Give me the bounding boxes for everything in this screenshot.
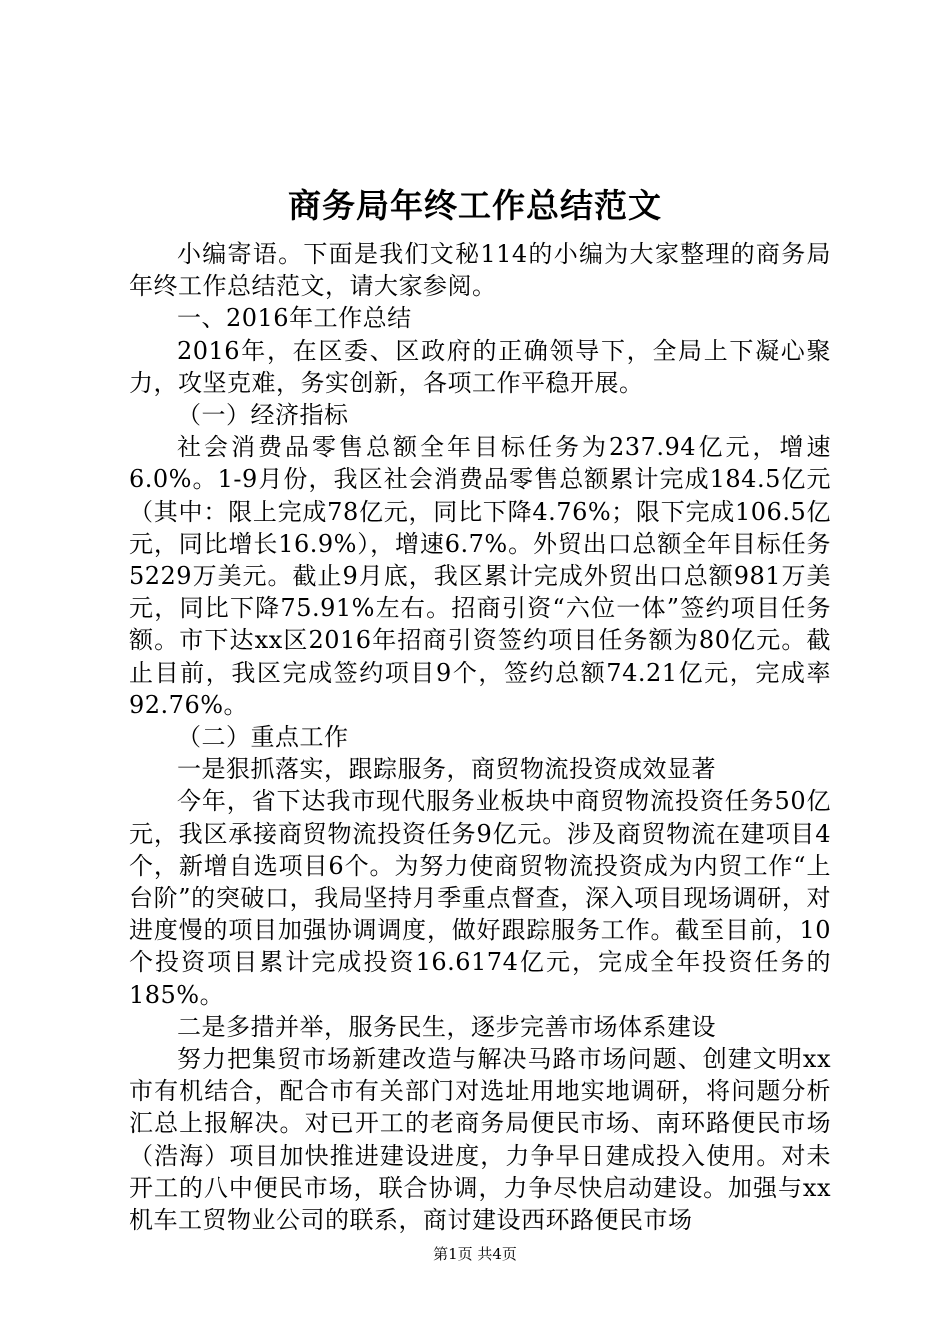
paragraph-key-work-2: 努力把集贸市场新建改造与解决马路市场问题、创建文明xx市有机结合，配合市有关部门对选址用地实地调研，将问题分析汇总上报解决。对已开工的老商务局便民市场、南环路便民市场（浩海）项目加快推进建设进度，力争早日建成投入使用。对未开工的八中便民市场，联合协调，力争尽快启动建设。加强与xx机车工贸物业公司的联系，商讨建设西环路便民市场: [129, 1045, 831, 1235]
document-body: [129, 238, 831, 1236]
heading-economic-indicators: （一）经济指标: [177, 401, 349, 430]
paragraph-economic-indicators: 社会消费品零售总额全年目标任务为237.94亿元，增速6.0%。1-9月份，我区社会消费品零售总额累计完成184.5亿元（其中：限上完成78亿元，同比下降4.76%；限下完成106.5亿元，同比增长16.9%），增速6.7%。外贸出口总额全年目标任务5229万美元。截止9月底，我区累计完成外贸出口总额981万美元，同比下降75.91%左右。招商引资“六位一体”签约项目任务额。市下达xx区2016年招商引资签约项目任务额为80亿元。截止目前，我区完成签约项目9个，签约总额74.21亿元，完成率92.76%。: [129, 433, 831, 719]
heading-key-work: （二）重点工作: [177, 723, 349, 752]
heading-section-1: 一、2016年工作总结: [177, 304, 412, 333]
heading-key-work-2: 二是多措并举，服务民生，逐步完善市场体系建设: [177, 1012, 716, 1041]
paragraph-overview: 2016年，在区委、区政府的正确领导下，全局上下凝心聚力，攻坚克难，务实创新，各项工作平稳开展。: [129, 336, 831, 397]
page-footer: 第1页 共4页: [433, 1245, 517, 1263]
heading-key-work-1: 一是狠抓落实，跟踪服务，商贸物流投资成效显著: [177, 755, 716, 784]
document-title: 商务局年终工作总结范文: [288, 186, 662, 225]
paragraph-key-work-1: 今年，省下达我市现代服务业板块中商贸物流投资任务50亿元，我区承接商贸物流投资任务9亿元。涉及商贸物流在建项目4个，新增自选项目6个。为努力使商贸物流投资成为内贸工作“上台阶”的突破口，我局坚持月季重点督查，深入项目现场调研，对进度慢的项目加强协调调度，做好跟踪服务工作。截至目前，10个投资项目累计完成投资16.6174亿元，完成全年投资任务的185%。: [129, 787, 831, 1009]
paragraph-intro: 小编寄语。下面是我们文秘114的小编为大家整理的商务局年终工作总结范文，请大家参阅。: [129, 240, 831, 301]
